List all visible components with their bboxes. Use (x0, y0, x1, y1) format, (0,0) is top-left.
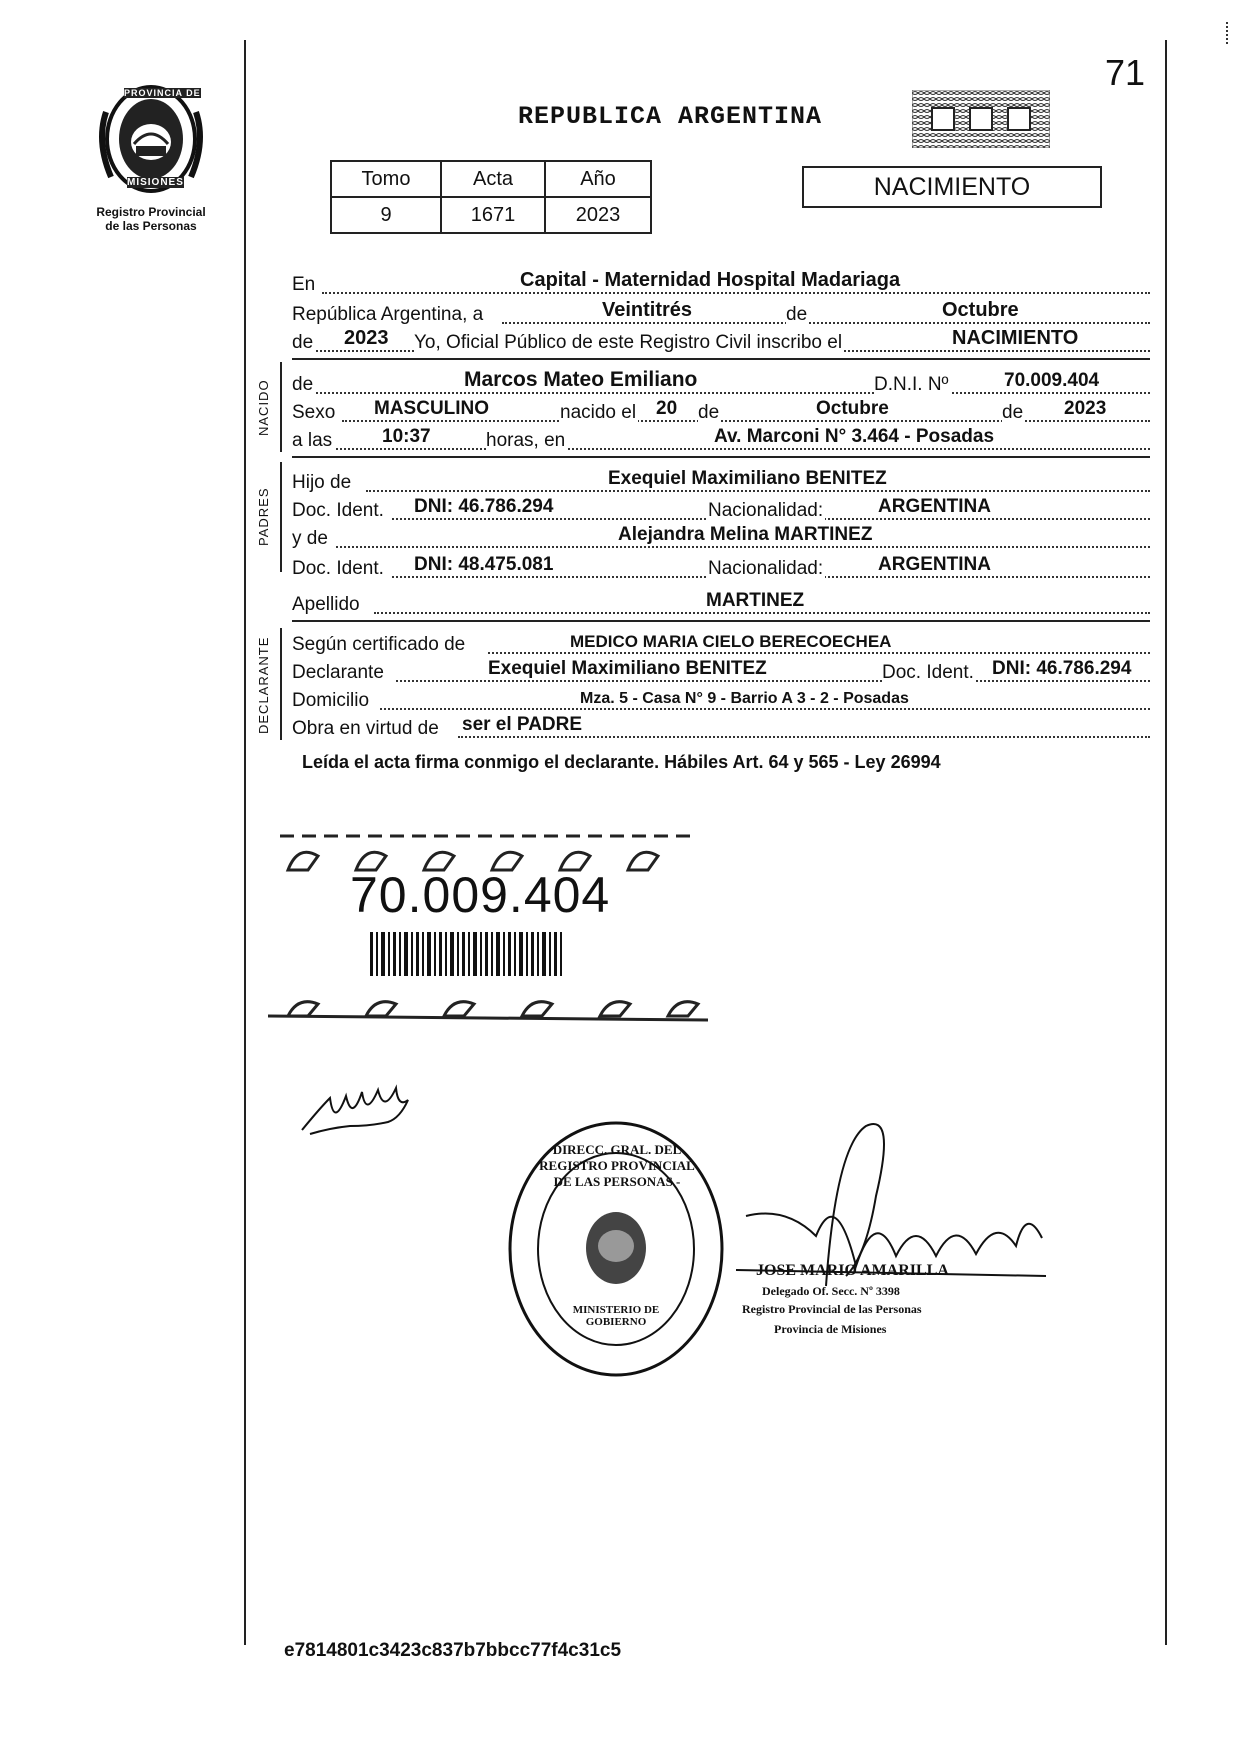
row-certificado (292, 628, 1150, 658)
label-a-las: a las (292, 430, 333, 451)
padres-section-label: PADRES (256, 487, 271, 546)
province-logo (96, 82, 206, 197)
stamp-inner-text: MINISTERIO DE GOBIERNO (572, 1304, 660, 1328)
row-mother (292, 522, 1150, 552)
label-father-nat: Nacionalidad: (708, 500, 824, 521)
value-month: Octubre (942, 299, 1019, 321)
registry-value-acta: 1671 (441, 197, 545, 233)
registry-table (330, 160, 652, 234)
label-domicilio: Domicilio (292, 690, 370, 711)
row-nacido-name (292, 368, 1150, 398)
declarante-bracket (280, 628, 282, 740)
label-hijo-de: Hijo de (292, 472, 352, 493)
row-mother-doc (292, 552, 1150, 582)
left-margin-line (244, 40, 246, 1645)
document-hash: e7814801c3423c837b7bbcc77f4c31c5 (284, 1640, 622, 1661)
logo-seal-text-top: PROVINCIA DE (124, 88, 201, 98)
separator-1 (292, 358, 1150, 360)
label-nacido-de-3: de (1002, 402, 1024, 423)
hologram-pattern-icon (912, 90, 1050, 148)
logo-caption-line2: de las Personas (105, 219, 197, 233)
separator-3 (292, 620, 1150, 622)
row-apellido (292, 588, 1150, 618)
registry-value-tomo: 9 (331, 197, 441, 233)
label-certificado: Según certificado de (292, 634, 466, 655)
value-birth-month: Octubre (816, 398, 889, 419)
label-de-2: de (292, 332, 314, 353)
value-certificado: MEDICO MARIA CIELO BERECOECHEA (570, 632, 892, 651)
nacido-section-label: NACIDO (256, 379, 271, 436)
registry-header-ano: Año (545, 161, 651, 197)
logo-seal-text-bottom: MISIONES (127, 177, 184, 188)
label-apellido: Apellido (292, 594, 360, 615)
value-father-name: Exequiel Maximiliano BENITEZ (608, 468, 887, 489)
value-father-doc: DNI: 46.786.294 (414, 496, 554, 517)
declarant-signature (300, 1078, 430, 1138)
officer-name: JOSE MARIO AMARILLA (756, 1262, 949, 1279)
row-en (292, 268, 1150, 298)
value-place: Capital - Maternidad Hospital Madariaga (520, 269, 901, 291)
edge-mark (1226, 22, 1231, 44)
label-dni: D.N.I. Nº (874, 374, 949, 395)
label-mother-nat: Nacionalidad: (708, 558, 824, 579)
label-officer: Yo, Oficial Público de este Registro Civil inscribo el (414, 332, 843, 353)
row-domicilio (292, 684, 1150, 714)
security-hologram (912, 90, 1050, 148)
value-father-nat: ARGENTINA (878, 496, 991, 517)
row-republica (292, 298, 1150, 328)
value-birth-day: 20 (656, 398, 678, 419)
value-domicilio: Mza. 5 - Casa N° 9 - Barrio A 3 - 2 - Posadas (580, 690, 909, 707)
declarante-section-label: DECLARANTE (256, 636, 271, 734)
label-de-1: de (786, 304, 808, 325)
value-child-dni: 70.009.404 (1004, 370, 1100, 391)
registry-header-acta: Acta (441, 161, 545, 197)
separator-2 (292, 456, 1150, 458)
value-day-words: Veintitrés (602, 299, 693, 321)
row-father-doc (292, 494, 1150, 524)
official-stamp (506, 1118, 726, 1380)
logo-caption-line1: Registro Provincial (96, 205, 206, 219)
officer-line4: Provincia de Misiones (774, 1322, 887, 1336)
label-nacido-de-2: de (698, 402, 720, 423)
value-mother-doc: DNI: 48.475.081 (414, 554, 554, 575)
value-event: NACIMIENTO (952, 327, 1079, 349)
closing-statement: Leída el acta firma conmigo el declarante. Hábiles Art. 64 y 565 - Ley 26994 (302, 752, 941, 772)
row-father (292, 466, 1150, 496)
row-hora (292, 424, 1150, 454)
label-declarante: Declarante (292, 662, 384, 683)
label-sexo: Sexo (292, 402, 336, 423)
label-horas-en: horas, en (486, 430, 566, 451)
officer-line2: Delegado Of. Secc. Nº 3398 (762, 1284, 900, 1298)
label-obra: Obra en virtud de (292, 718, 439, 739)
value-child-name: Marcos Mateo Emiliano (464, 368, 698, 391)
label-en: En (292, 274, 316, 295)
stamp-ring-text: DIRECC. GRAL. DEL REGISTRO PROVINCIAL DE LAS PERSONAS - (539, 1142, 695, 1189)
label-father-doc: Doc. Ident. (292, 500, 384, 521)
value-mother-nat: ARGENTINA (878, 554, 991, 575)
signature-scribble-icon (300, 1078, 430, 1138)
value-birth-address: Av. Marconi N° 3.464 - Posadas (714, 426, 995, 447)
doc-type-box: NACIMIENTO (802, 166, 1102, 208)
value-mother-name: Alejandra Melina MARTINEZ (618, 524, 873, 545)
sticker-dni-number: 70.009.404 (350, 867, 611, 923)
value-year: 2023 (344, 327, 389, 349)
officer-line3: Registro Provincial de las Personas (742, 1302, 922, 1316)
label-republica: República Argentina, a (292, 304, 484, 325)
row-obra (292, 712, 1150, 742)
right-margin-line (1165, 40, 1167, 1645)
value-sexo: MASCULINO (374, 398, 490, 419)
value-apellido: MARTINEZ (706, 590, 805, 611)
row-sexo (292, 396, 1150, 426)
value-declarante-doc: DNI: 46.786.294 (992, 658, 1132, 679)
padres-bracket (280, 462, 282, 572)
registry-table-value-row (331, 197, 651, 233)
dni-sticker (268, 826, 722, 1026)
logo-caption (76, 205, 226, 233)
row-declarante (292, 656, 1150, 686)
registry-value-ano: 2023 (545, 197, 651, 233)
country-title: REPUBLICA ARGENTINA (518, 102, 823, 131)
label-mother-doc: Doc. Ident. (292, 558, 384, 579)
label-y-de: y de (292, 528, 328, 549)
sticker-pattern-icon (268, 826, 722, 1026)
value-birth-time: 10:37 (382, 426, 431, 447)
registry-header-tomo: Tomo (331, 161, 441, 197)
page-number: 71 (1105, 52, 1146, 93)
value-birth-year: 2023 (1064, 398, 1107, 419)
registry-table-header-row (331, 161, 651, 197)
value-obra: ser el PADRE (462, 714, 583, 735)
label-declarante-doc: Doc. Ident. (882, 662, 974, 683)
row-officer (292, 326, 1150, 356)
value-declarante: Exequiel Maximiliano BENITEZ (488, 658, 767, 679)
label-nacido-de: de (292, 374, 314, 395)
nacido-bracket (280, 362, 282, 452)
label-nacido-el: nacido el (560, 402, 637, 423)
